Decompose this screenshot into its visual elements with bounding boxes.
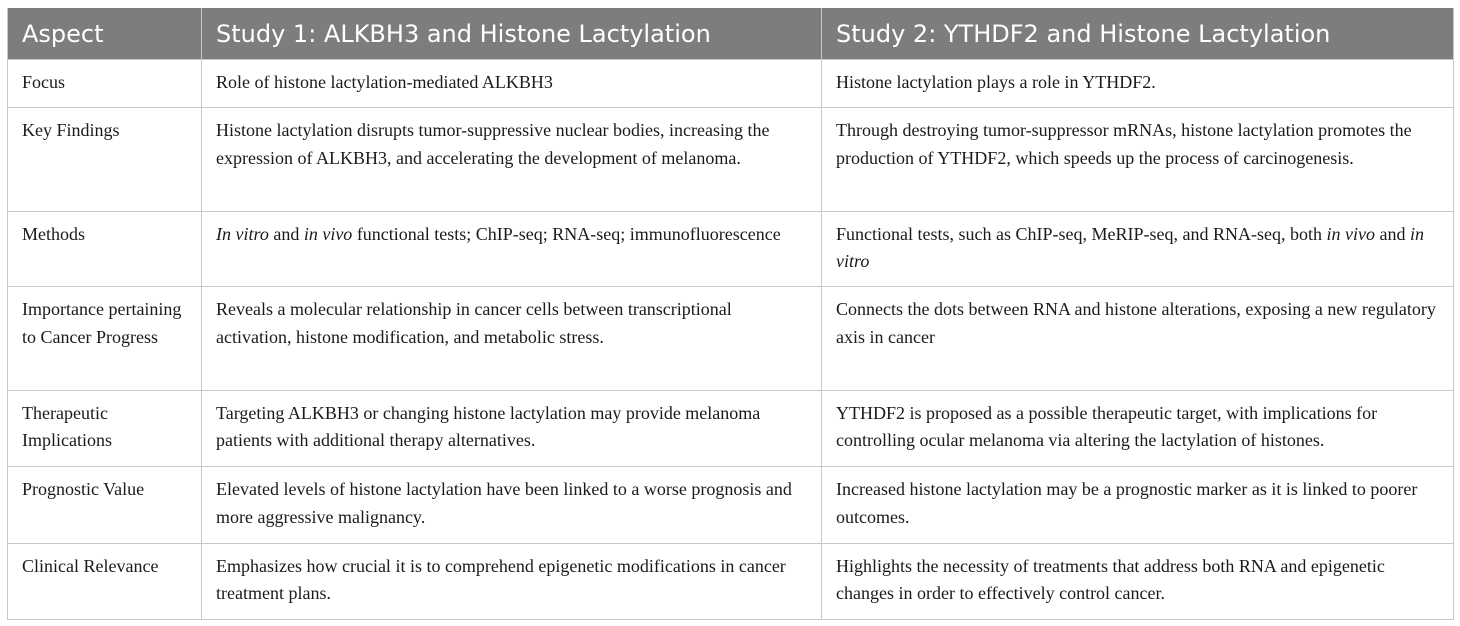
study2-cell <box>822 211 1454 286</box>
study2-cell: Histone lactylation plays a role in YTHDF2. <box>822 60 1454 108</box>
plain-text: Functional tests, such as ChIP-seq, MeRIP-seq, and RNA-seq, both <box>836 223 1327 244</box>
table-row-therapeutic <box>8 390 1454 466</box>
study1-cell: Emphasizes how crucial it is to comprehend epigenetic modifications in cancer treatment plans. <box>202 543 822 619</box>
study1-cell <box>202 211 822 286</box>
table-row-clinical <box>8 543 1454 619</box>
study2-cell: Connects the dots between RNA and histone alterations, exposing a new regulatory axis in cancer <box>822 287 1454 391</box>
study2-cell: Highlights the necessity of treatments that address both RNA and epigenetic changes in order to effectively control cancer. <box>822 543 1454 619</box>
study1-cell: Role of histone lactylation-mediated ALKBH3 <box>202 60 822 108</box>
header-row <box>8 8 1454 60</box>
study1-cell: Elevated levels of histone lactylation have been linked to a worse prognosis and more aggressive malignancy. <box>202 467 822 543</box>
table-row-key-findings <box>8 108 1454 212</box>
table-row-prognostic <box>8 467 1454 543</box>
aspect-cell: Focus <box>8 60 202 108</box>
study2-cell: Increased histone lactylation may be a prognostic marker as it is linked to poorer outcomes. <box>822 467 1454 543</box>
comparison-table <box>7 8 1454 620</box>
italic-text: in vivo <box>303 223 353 244</box>
aspect-cell: Key Findings <box>8 108 202 212</box>
study2-cell: Through destroying tumor-suppressor mRNAs, histone lactylation promotes the production of YTHDF2, which speeds up the process of carcinogenesis. <box>822 108 1454 212</box>
aspect-cell: Importance pertaining to Cancer Progress <box>8 287 202 391</box>
header-study2: Study 2: YTHDF2 and Histone Lactylation <box>822 8 1454 60</box>
plain-text: and <box>268 223 304 244</box>
aspect-cell: Methods <box>8 211 202 286</box>
header-aspect: Aspect <box>8 8 202 60</box>
header-study1: Study 1: ALKBH3 and Histone Lactylation <box>202 8 822 60</box>
table-row-importance <box>8 287 1454 391</box>
italic-text: in vitro <box>836 223 1424 272</box>
italic-text: In vitro <box>216 223 269 244</box>
study1-cell: Targeting ALKBH3 or changing histone lactylation may provide melanoma patients with additional therapy alternatives. <box>202 390 822 466</box>
italic-text: in vivo <box>1326 223 1375 244</box>
table-row-focus <box>8 60 1454 108</box>
study2-cell: YTHDF2 is proposed as a possible therapeutic target, with implications for controlling ocular melanoma via altering the lactylation of histones. <box>822 390 1454 466</box>
plain-text: functional tests; ChIP-seq; RNA-seq; immunofluorescence <box>352 223 781 244</box>
study1-cell: Reveals a molecular relationship in cancer cells between transcriptional activation, histone modification, and metabolic stress. <box>202 287 822 391</box>
plain-text: and <box>1374 223 1410 244</box>
aspect-cell: Therapeutic Implications <box>8 390 202 466</box>
table-row-methods <box>8 211 1454 286</box>
aspect-cell: Clinical Relevance <box>8 543 202 619</box>
aspect-cell: Prognostic Value <box>8 467 202 543</box>
study1-cell: Histone lactylation disrupts tumor-suppressive nuclear bodies, increasing the expression of ALKBH3, and accelerating the development of melanoma. <box>202 108 822 212</box>
